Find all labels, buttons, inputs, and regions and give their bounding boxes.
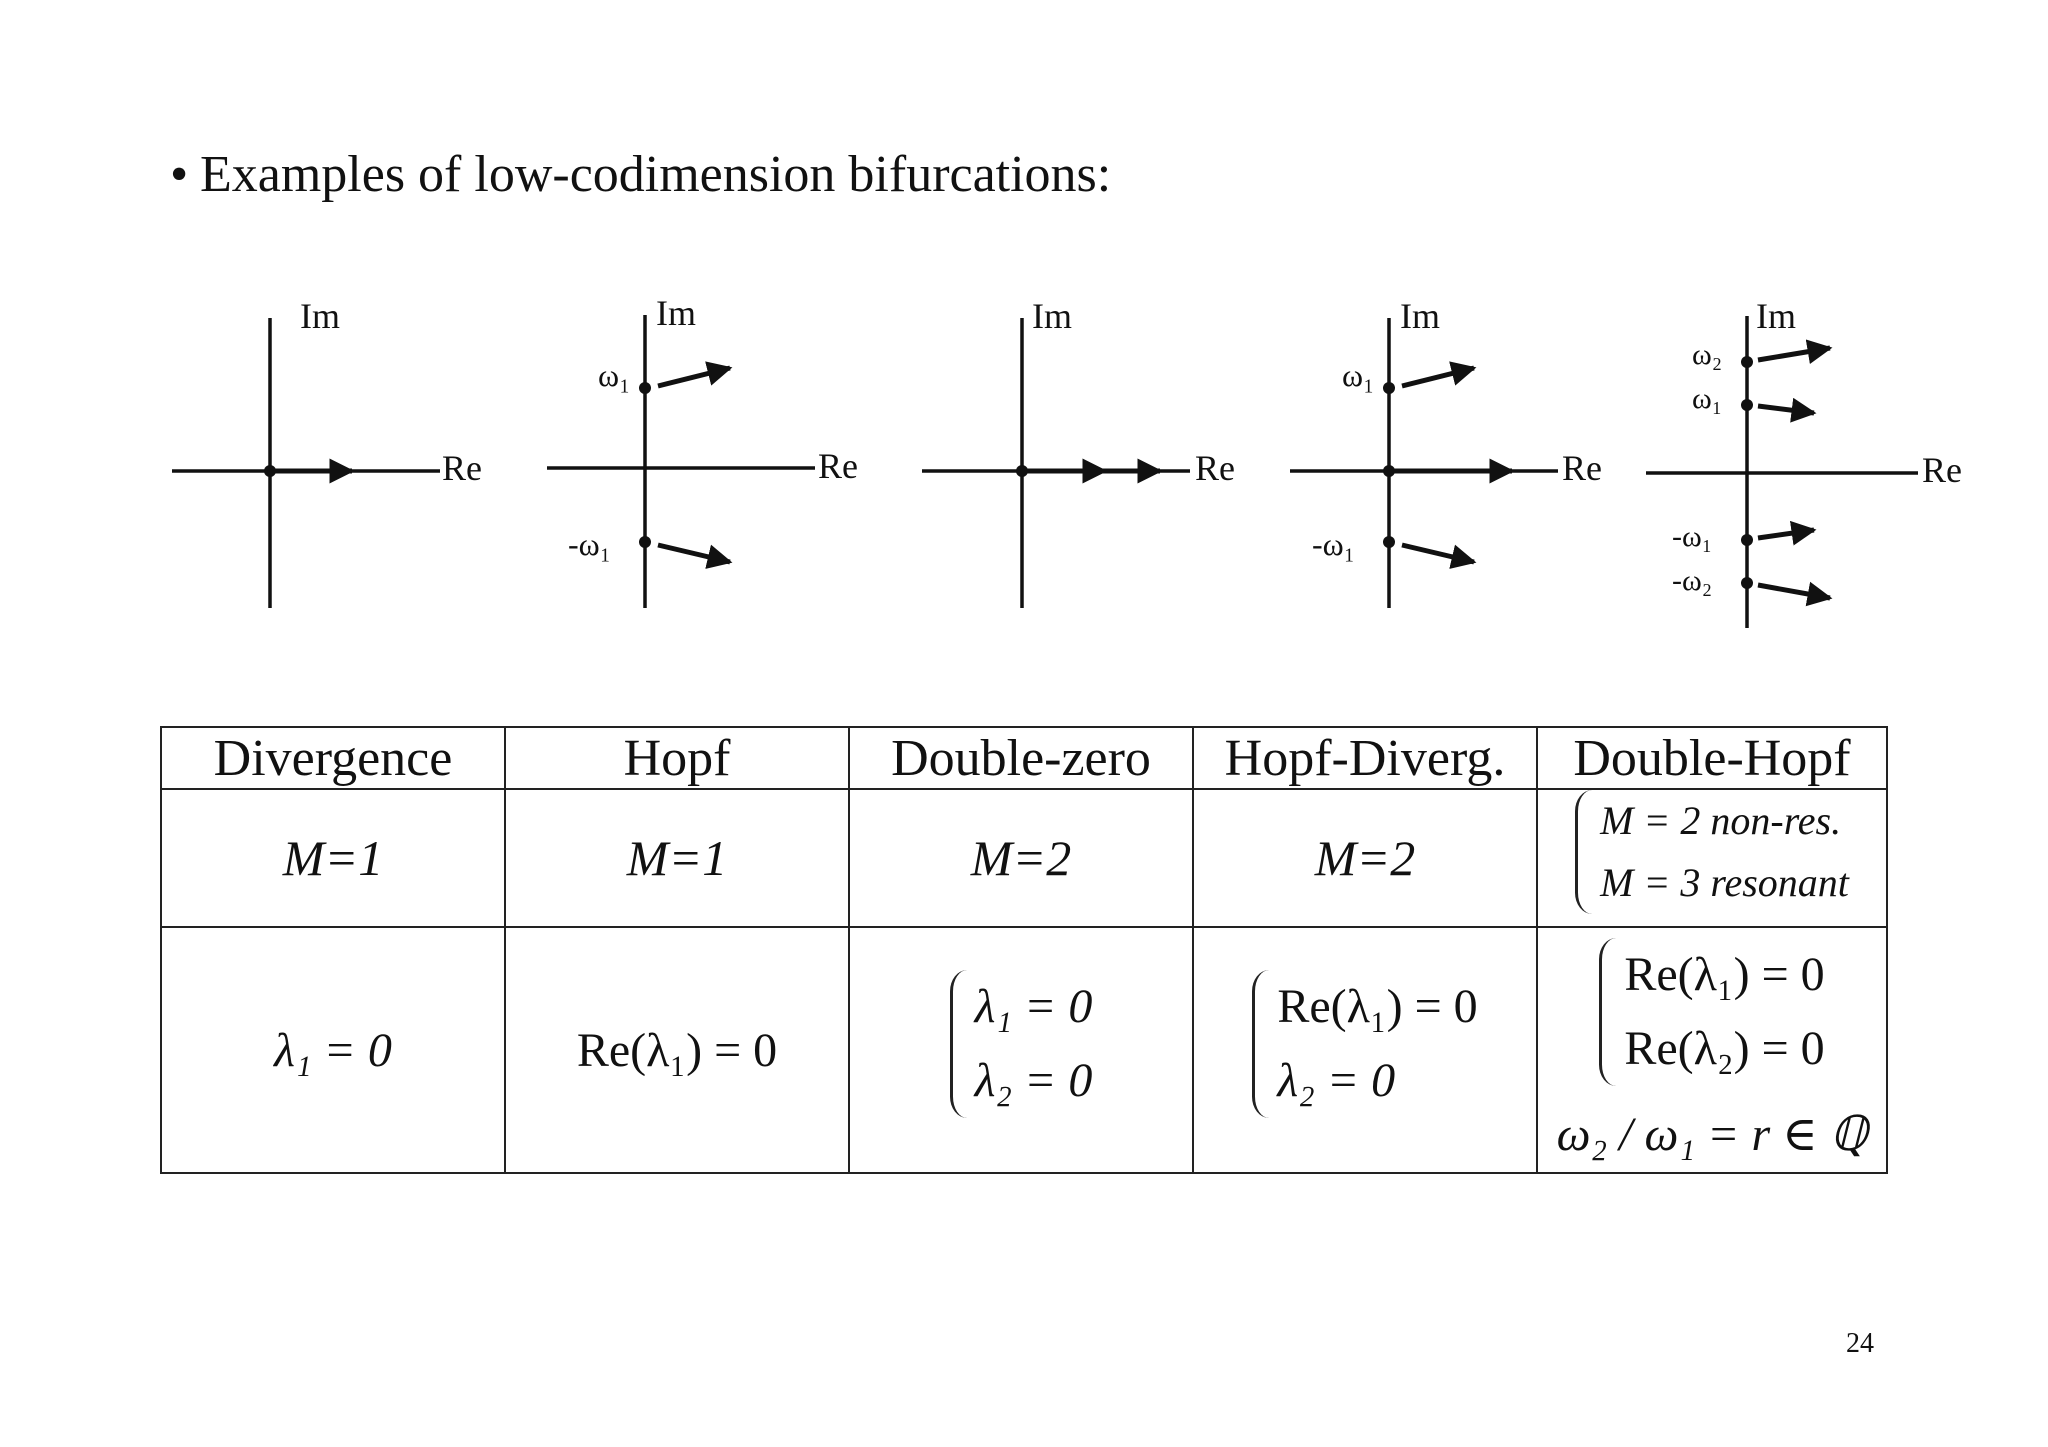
re-label: Re — [1195, 448, 1235, 488]
eigenvalue-arrow — [1402, 368, 1474, 386]
cond-double-zero-line1: λ₁ = 0 — [974, 979, 1093, 1033]
eigenvalue-dot — [1741, 577, 1753, 589]
eigenvalue-dot — [1741, 356, 1753, 368]
bullet-icon: • — [170, 146, 189, 203]
cond-hopf-diverg-system — [1252, 970, 1477, 1119]
eigenvalue-arrow — [1402, 545, 1474, 562]
eigenvalue-dot — [1741, 399, 1753, 411]
re-label: Re — [1562, 448, 1602, 488]
eigenvalue-dot — [639, 536, 651, 548]
eigenvalue-diagrams — [160, 280, 1980, 655]
header-hopf-diverg: Hopf-Diverg. — [1193, 727, 1537, 789]
m-double-zero: M=2 — [849, 789, 1193, 927]
diagram-hopf-divergence — [1290, 296, 1602, 608]
brace-icon — [950, 970, 967, 1119]
brace-icon — [1575, 790, 1592, 914]
brace-icon — [1252, 970, 1269, 1119]
eigenvalue-arrow — [1758, 585, 1830, 598]
diagram-double-zero — [922, 296, 1235, 608]
m-hopf-diverg: M=2 — [1193, 789, 1537, 927]
heading-text: Examples of low-codimension bifurcations: — [200, 146, 1112, 203]
omega1-label: ω₁ — [1342, 357, 1375, 393]
diagram-hopf — [547, 293, 858, 608]
im-label: Im — [300, 296, 340, 336]
cond-double-hopf — [1537, 927, 1887, 1173]
neg-omega1-label: -ω₁ — [1312, 526, 1355, 562]
cond-double-hopf-line1: Re(λ₁) = 0 — [1624, 947, 1825, 1001]
cond-double-zero — [849, 927, 1193, 1173]
re-label: Re — [1922, 450, 1962, 490]
m-double-hopf-system — [1575, 790, 1849, 914]
eigenvalue-dot — [639, 382, 651, 394]
cond-double-hopf-system — [1599, 938, 1824, 1087]
cond-double-hopf-line2: Re(λ₂) = 0 — [1624, 1022, 1825, 1075]
diagram-divergence — [172, 296, 482, 608]
header-divergence: Divergence — [161, 727, 505, 789]
eigenvalue-arrow — [1758, 348, 1830, 360]
cond-divergence-eq: λ₁ = 0 — [274, 1023, 392, 1077]
eigenvalue-arrow — [658, 545, 730, 562]
neg-omega1-label: -ω₁ — [568, 526, 611, 562]
cond-hopf-diverg — [1193, 927, 1537, 1173]
cond-hopf — [505, 927, 849, 1173]
im-label: Im — [1756, 296, 1796, 336]
header-double-zero: Double-zero — [849, 727, 1193, 789]
diagram-double-hopf — [1646, 296, 1962, 628]
m-double-hopf-line2: M = 3 resonant — [1600, 860, 1849, 905]
re-label: Re — [818, 446, 858, 486]
table-condition-row — [161, 927, 1887, 1173]
brace-icon — [1599, 938, 1616, 1087]
cond-double-zero-system — [950, 970, 1093, 1119]
header-double-hopf: Double-Hopf — [1537, 727, 1887, 789]
eigenvalue-dot — [1741, 534, 1753, 546]
omega1-label: ω₁ — [598, 357, 631, 393]
omega1-label: ω₁ — [1692, 382, 1723, 415]
cond-divergence — [161, 927, 505, 1173]
m-double-hopf — [1537, 789, 1887, 927]
eigenvalue-arrow — [1758, 406, 1814, 413]
slide-heading — [170, 140, 1111, 210]
im-label: Im — [1400, 296, 1440, 336]
cond-hopf-diverg-line1: Re(λ₁) = 0 — [1277, 979, 1478, 1033]
neg-omega2-label: -ω₂ — [1672, 564, 1713, 597]
cond-double-zero-line2: λ₂ = 0 — [974, 1054, 1093, 1107]
cond-hopf-diverg-line2: λ₂ = 0 — [1277, 1054, 1396, 1107]
m-divergence: M=1 — [161, 789, 505, 927]
m-double-hopf-line1: M = 2 non-res. — [1600, 798, 1842, 843]
eigenvalue-dot — [1383, 382, 1395, 394]
table-m-row — [161, 789, 1887, 927]
omega2-label: ω₂ — [1692, 338, 1723, 371]
eigenvalue-dot — [1383, 536, 1395, 548]
page-number: 24 — [1846, 1328, 1874, 1359]
complex-plane-diagrams — [160, 280, 1980, 650]
table-header-row — [161, 727, 1887, 789]
im-label: Im — [1032, 296, 1072, 336]
eigenvalue-arrow — [658, 368, 730, 386]
re-label: Re — [442, 448, 482, 488]
neg-omega1-label: -ω₁ — [1672, 520, 1713, 553]
cond-hopf-eq: Re(λ₁) = 0 — [576, 1023, 778, 1077]
cond-double-hopf-ratio: ω₂ / ω₁ = r ∈ ℚ — [1556, 1108, 1868, 1162]
eigenvalue-arrow — [1758, 530, 1814, 538]
m-hopf: M=1 — [505, 789, 849, 927]
im-label: Im — [656, 293, 696, 333]
header-hopf: Hopf — [505, 727, 849, 789]
bifurcation-table — [160, 726, 1888, 1174]
